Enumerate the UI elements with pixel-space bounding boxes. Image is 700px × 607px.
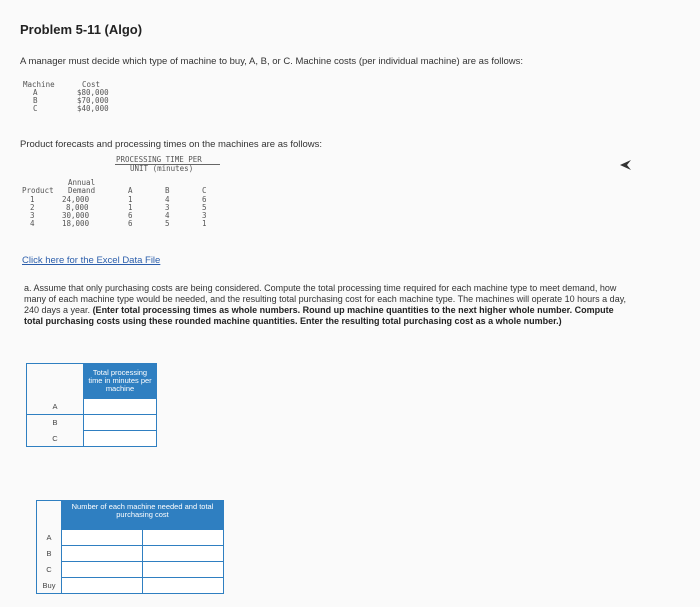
corner-cell: [27, 364, 84, 399]
row-label-c: C: [27, 431, 84, 447]
product-cell: 3: [30, 211, 35, 220]
header-demand: Demand: [68, 186, 96, 195]
time-b-cell: 4: [165, 211, 170, 220]
time-b-cell: 4: [165, 195, 170, 204]
row-label-a: A: [27, 399, 84, 415]
processing-time-input-c[interactable]: [84, 431, 157, 447]
product-cell: 2: [30, 203, 35, 212]
purchasing-cost-input-b[interactable]: [143, 546, 224, 562]
purchasing-cost-input-c[interactable]: [143, 562, 224, 578]
demand-cell: 18,000: [62, 219, 90, 228]
machine-label: B: [33, 96, 38, 105]
demand-cell: 30,000: [62, 211, 90, 220]
machines-needed-input-a[interactable]: [62, 530, 143, 546]
table1-header: Total processing time in minutes per machine: [84, 364, 157, 399]
buy-input-2[interactable]: [143, 578, 224, 594]
processing-time-input-b[interactable]: [84, 415, 157, 431]
time-b-cell: 3: [165, 203, 170, 212]
header-product: Product: [22, 186, 54, 195]
demand-cell: 8,000: [66, 203, 89, 212]
machine-cost: $40,000: [77, 104, 109, 113]
machines-cost-table: [36, 500, 224, 594]
group-header-line1: PROCESSING TIME PER: [116, 155, 202, 164]
header-annual: Annual: [68, 178, 96, 187]
processing-time-table: [26, 363, 157, 447]
time-c-cell: 5: [202, 203, 207, 212]
question-text: a. Assume that only purchasing costs are being considered. Compute the total processing time required for each machine type to meet demand, how many of each machine type would be needed, and the resulting total purchasing cost for each machine type. The machines will operate 10 hours a day, 240 days a year.: [24, 283, 627, 315]
forecast-table: [20, 155, 230, 236]
product-cell: 1: [30, 195, 35, 204]
header-cost: Cost: [82, 80, 101, 89]
time-a-cell: 6: [128, 219, 133, 228]
time-c-cell: 6: [202, 195, 207, 204]
group-header-line2: UNIT (minutes): [130, 164, 194, 173]
row-label-buy: Buy: [37, 578, 62, 594]
buy-input-1[interactable]: [62, 578, 143, 594]
row-label-a: A: [37, 530, 62, 546]
time-a-cell: 6: [128, 211, 133, 220]
header-machine: Machine: [23, 80, 55, 89]
machine-cost-table: [20, 81, 130, 121]
row-label-b: B: [37, 546, 62, 562]
purchasing-cost-input-a[interactable]: [143, 530, 224, 546]
header-b: B: [165, 186, 170, 195]
machine-label: A: [33, 88, 38, 97]
demand-cell: 24,000: [62, 195, 90, 204]
page-title: Problem 5-11 (Algo): [20, 22, 143, 37]
machine-cost: $70,000: [77, 96, 109, 105]
question-instructions: (Enter total processing times as whole numbers. Round up machine quantities to the next higher whole number. Compute total purchasing costs using these rounded machine quantities. Enter the resulting total purchasing cost as a whole number.): [24, 305, 614, 326]
intro-text: A manager must decide which type of machine to buy, A, B, or C. Machine costs (per individual machine) are as follows:: [20, 56, 524, 67]
forecast-intro: Product forecasts and processing times on the machines are as follows:: [20, 139, 323, 150]
time-c-cell: 1: [202, 219, 207, 228]
row-label-b: B: [27, 415, 84, 431]
cursor-arrow-icon: [620, 157, 632, 175]
time-a-cell: 1: [128, 195, 133, 204]
machine-cost: $80,000: [77, 88, 109, 97]
corner-cell: [37, 501, 62, 530]
row-label-c: C: [37, 562, 62, 578]
machines-needed-input-c[interactable]: [62, 562, 143, 578]
question-a: [24, 283, 634, 327]
table2-header: Number of each machine needed and total purchasing cost: [62, 501, 224, 530]
product-cell: 4: [30, 219, 35, 228]
header-c: C: [202, 186, 207, 195]
time-c-cell: 3: [202, 211, 207, 220]
machines-needed-input-b[interactable]: [62, 546, 143, 562]
excel-data-link[interactable]: Click here for the Excel Data File: [22, 255, 161, 266]
machine-label: C: [33, 104, 38, 113]
time-b-cell: 5: [165, 219, 170, 228]
time-a-cell: 1: [128, 203, 133, 212]
processing-time-input-a[interactable]: [84, 399, 157, 415]
header-a: A: [128, 186, 133, 195]
